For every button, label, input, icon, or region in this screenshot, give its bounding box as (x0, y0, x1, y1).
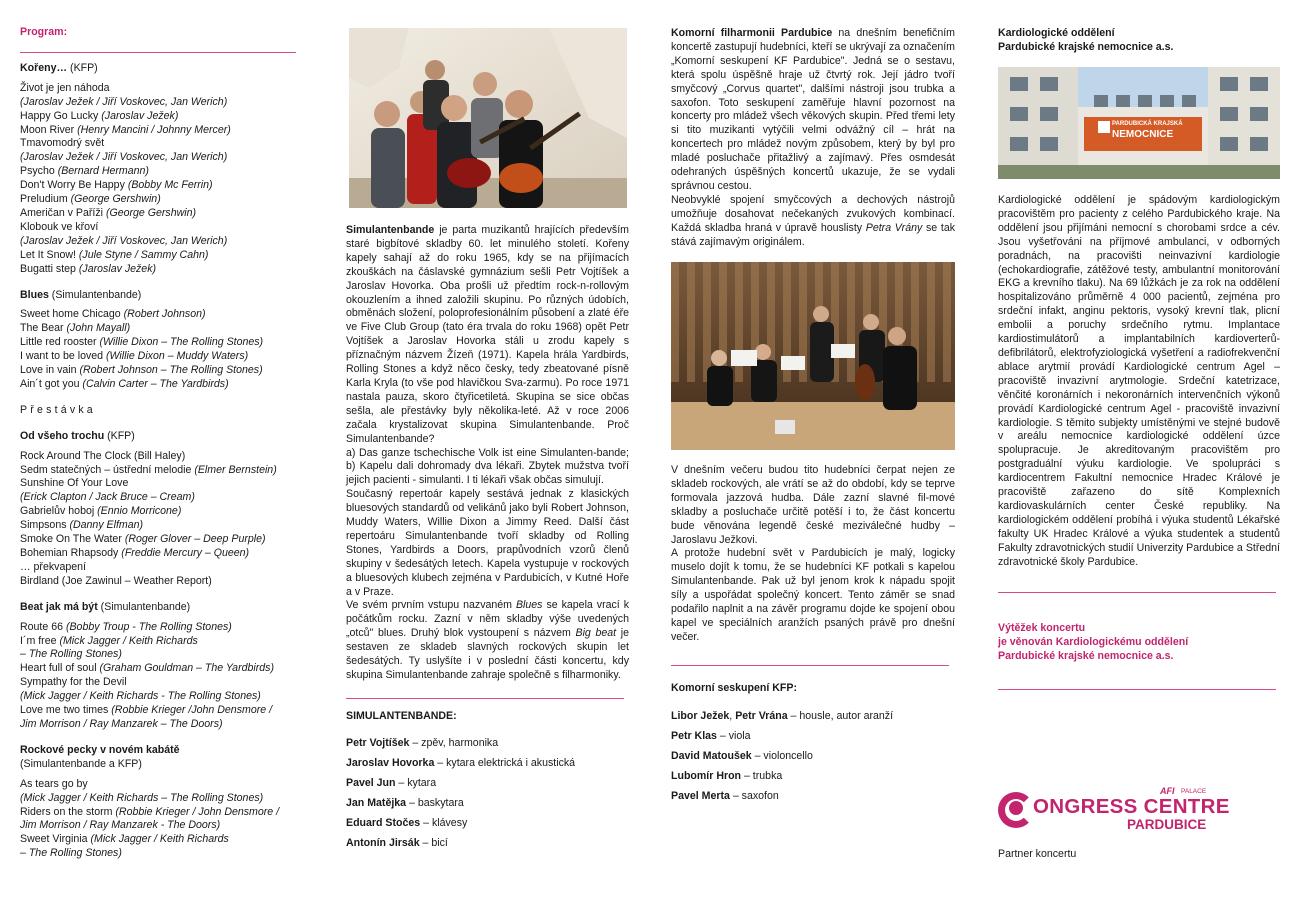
program-item-author: (Freddie Mercury – Queen) (121, 547, 250, 559)
partner-label: Partner koncertu (998, 848, 1077, 860)
text-run: Big beat (575, 627, 617, 640)
program-item-title: Love me two times (20, 704, 112, 717)
program-item-author: (Bernard Hermann) (57, 165, 149, 178)
text-run: se kapela vrací k počátkům rocku. Zazní v něm skladby výše uvedených „otců" blues. Druhý blok vystoupení s názvem (346, 599, 630, 640)
program-item (20, 193, 296, 207)
divider (346, 698, 624, 699)
member-role: – baskytara (406, 797, 464, 810)
member-role: – bicí (419, 837, 448, 850)
kfp-roster (671, 710, 955, 804)
divider (998, 689, 1276, 690)
roster-member (671, 790, 955, 804)
band-paragraphs (346, 224, 629, 683)
section-heading (20, 744, 296, 758)
program-item-title: Smoke On The Water (20, 533, 125, 546)
program-item-title: Sweet home Chicago (20, 308, 124, 321)
band-text (346, 224, 629, 857)
hospital-title (998, 27, 1280, 55)
program-item (20, 690, 296, 704)
program-item-author: – The Rolling Stones) (20, 847, 122, 860)
program-item (20, 704, 296, 718)
program-item (20, 350, 296, 364)
program-item-author: (Jaroslav Ježek / Jiří Voskovec, Jan Werich) (20, 234, 228, 247)
program-item (20, 110, 296, 124)
program-item (20, 561, 296, 575)
program-item-title: Birdland (Joe Zawinul – Weather Report) (20, 574, 212, 587)
program-item-author: (Erick Clapton / Jack Bruce – Cream) (20, 491, 195, 504)
program-item (20, 662, 296, 676)
program-item-title: Moon River (20, 123, 78, 136)
roster-member (671, 750, 955, 764)
program-item-author: Jim Morrison / Ray Manzarek - The Doors) (20, 819, 221, 832)
program-item (20, 819, 296, 833)
program-item (20, 450, 296, 464)
program-item-title: Život je jen náhoda (20, 81, 110, 94)
member-name: Eduard Stočes (346, 817, 421, 830)
band-paragraph (346, 447, 629, 489)
program-item (20, 575, 296, 589)
section-heading-title: Blues (20, 288, 49, 301)
program-sections (20, 62, 296, 861)
program-item (20, 308, 296, 322)
text-run: na dnešním benefičním koncertě zastupují hudebníci, kteří se ukrývají za označením „Komorní seskupení KF Pardubice". Jedná se o sestavu, která spolu úspěšně hraje už čtvrtý rok. Její jádro tvoří smyčcový „Corvus quartet", dalšími nástroji jsou trubka a saxofon. Toto seskupení zaměřuje hlavní pozornost na koncerty pro mládež všech věkových skupin. Před třemi lety si tito muzikanti vytýčili velmi odvážný cíl – hrát na koncertech pro mládež novým způsobem, který by byl pro mladé posluchače přitažlivý a zajímavý. Přes osmdesát odehraných úspěšných koncertů ukazuje, že se vydali správnou cestou. (671, 27, 955, 192)
program-column (20, 26, 296, 873)
proceeds-line-2: je věnován Kardiologickému oddělení (998, 635, 1189, 648)
program-item-title: Sweet Virginia (20, 833, 91, 846)
band-paragraph (346, 599, 629, 682)
member-name: Jan Matějka (346, 797, 407, 810)
program-item-author: (Jaroslav Ježek) (78, 262, 157, 275)
program-label: Program: (20, 26, 68, 38)
program-item-title: Rock Around The Clock (Bill Haley) (20, 449, 186, 462)
philharmonic-text-top (671, 27, 955, 250)
program-item-title: Gabrielův hoboj (20, 505, 98, 518)
program-item-title: Ain´t got you (20, 377, 83, 390)
program-item (20, 249, 296, 263)
section-heading-ensemble: (Simulantenbande) (97, 600, 191, 613)
section-heading (20, 62, 296, 76)
program-item (20, 778, 296, 792)
member-name: Jaroslav Hovorka (346, 756, 435, 769)
text-run: Neobvyklé spojení smyčcových a dechových nástrojů umožňuje dosahovat nečekaných zvukových kombinací. Každá skladba hraná v úpravě houslisty (671, 193, 955, 234)
roster-member (671, 730, 955, 744)
member-role: – zpěv, harmonika (409, 736, 499, 749)
divider (20, 52, 296, 53)
program-item-title: Route 66 (20, 620, 66, 633)
program-item-title: Don't Worry Be Happy (20, 179, 128, 192)
member-role: , (729, 709, 736, 722)
text-run: Ve svém prvním vstupu nazvaném (346, 599, 516, 612)
program-item-title: Bohemian Rhapsody (20, 547, 122, 559)
philharmonic-paragraph (671, 27, 955, 194)
program-item-author: (Bobby Mc Ferrin) (127, 179, 213, 192)
program-item (20, 833, 296, 847)
text-run: se tak stává zajímavým originálem. (671, 221, 956, 248)
program-item-author: (Mick Jagger / Keith Richards (59, 634, 198, 647)
program-item (20, 221, 296, 235)
band-roster-title: SIMULANTENBANDE: (346, 709, 457, 722)
program-item-author: (Robert Johnson) (123, 308, 206, 321)
program-item-author: (Willie Dixon – Muddy Waters) (105, 350, 249, 363)
member-role: – kytara elektrická i akustická (434, 756, 576, 769)
hospital-sign-top: PARDUBICKÁ KRAJSKÁ (1112, 121, 1183, 127)
divider (671, 665, 949, 666)
program-item-author: (Willie Dixon – The Rolling Stones) (99, 336, 264, 349)
program-item-author: (Henry Mancini / Johnny Mercer) (77, 123, 231, 136)
logo-palace: PALACE (1181, 788, 1207, 795)
program-item-author: (Robbie Krieger / John Densmore / (115, 805, 280, 818)
section-heading-title: Beat jak má být (20, 600, 98, 613)
member-role: – saxofon (729, 790, 779, 803)
divider (998, 592, 1276, 593)
program-item (20, 263, 296, 277)
member-role: – violoncello (751, 749, 813, 762)
member-role: – kytara (395, 777, 437, 789)
congress-centre-logo (998, 786, 1238, 838)
hospital-text: Kardiologické oddělení je spádovým kardiologickým pracovištěm pro pacienty z celého Pardubického kraje. Na oddělení jsou přijímáni nemocní s chorobami srdce a cév. Jsou vyšetřováni na příjmové ambulanci, v odborných poradnách, na pracovišti neinvazivní kardiologie (echokardiografie, zátěžové testy, ambulantní monitorování EKG a krevního tlaku). Na 69 lůžkách je za rok na oddělení hospitalizováno průměrně 4 000 pacientů, zejména pro srdeční infakt, anginu pektoris, vysoký krevní tlak, plicní embolii a poruchy srdečního rytmu. Implantace kardiostimulátorů a implantabilních kardioverterů-defibrilátorů, elektrofyziologická vyšetření a radiofrekvenční ablace arytmií provádí Kardiologické centrum Agel – pracoviště invazivní arytmologie. Srdeční katetrizace, věnčité koronárních i nekoronárních intervenčních výkonů provádí Kardiologické centrum Agel - pracoviště invazivní kardiologie. S těmito subjekty umístěnými ve stejné budově v areálu nemocnice kardiologické oddělení úzce spolupracuje. Je akreditovaným pracovištěm pro postgraduální výuku kardiologie. Ve spolupráci s kardiocentrem Fakultní nemocnice Hradec Králové je pracoviště zařazeno do sítě Komplexních kardiovaskulárních center České republiky. Na kardiologickém oddělení probíhá i výuka studentů Lékařské fakulty UK Hradec Králové a výuka studentek a studentů Fakulty zdravotnických studií Univerzity Pardubice a Střední zdravotnické školy Pardubice. (998, 194, 1280, 568)
program-section (20, 601, 296, 732)
program-item-title: The Bear (20, 322, 67, 335)
text-run: Současný repertoár kapely sestává jednak z klasických bluesových standardů od velikánů jako byli Robert Johnson, Muddy Waters, Willie Dixon a Jimmy Reed. Další část repertoáru Simulantenbande tvoří skladby od Rolling Stones, Yardbirds a Doors, prapůvodních vzorů členů skupiny v šedesátých letech. Kapela vystupuje v rockových a bluesových klubech zejména v Pardubicích, v Kutné Hoře a v Praze. (346, 488, 629, 598)
program-item (20, 648, 296, 662)
member-name: Antonín Jirsák (346, 837, 420, 850)
program-item (20, 207, 296, 221)
program-item-author: (Danny Elfman) (69, 519, 144, 532)
program-item (20, 82, 296, 96)
program-item (20, 547, 296, 561)
kfp-roster-title: Komorní seskupení KFP: (671, 681, 797, 694)
roster-member (346, 777, 629, 791)
program-item (20, 137, 296, 151)
logo-afi: AFI (1160, 786, 1175, 796)
roster-member (346, 817, 629, 831)
program-item (20, 676, 296, 690)
program-item-author: (Jule Styne / Sammy Cahn) (78, 248, 209, 261)
program-item-title: Simpsons (20, 519, 70, 532)
program-section (20, 430, 296, 589)
band-paragraph (346, 488, 629, 599)
band-roster (346, 737, 629, 851)
program-item-title: Tmavomodrý svět (20, 137, 105, 150)
program-item (20, 364, 296, 378)
program-item-title: Bugatti step (20, 262, 79, 275)
program-item-author: (Ennio Morricone) (97, 505, 182, 518)
program-item-title: Klobouk ve křoví (20, 220, 99, 233)
member-name: Petr Klas (671, 729, 717, 742)
program-section (20, 62, 296, 277)
section-heading-ensemble: (Simulantenbande) (48, 288, 142, 301)
program-section (20, 404, 296, 418)
section-heading-title: Od všeho trochu (20, 429, 105, 442)
section-heading-title: Kořeny… (20, 61, 68, 74)
section-heading (20, 289, 296, 303)
text-run: V dnešním večeru budou tito hudebníci čerpat nejen ze skladeb rockových, ale vrátí se až do období, kdy se teprve formovala jazzová hudba. Dále zazní slavné fil-mové skladby a posluchače určitě potěší i to, že část koncertu bude věnována legendě české meziválečné hudby – Jaroslavu Ježkovi. (671, 464, 955, 546)
hospital-title-line2: Pardubické krajské nemocnice a.s. (998, 40, 1174, 53)
program-item-author: (Elmer Bernstein) (194, 463, 277, 476)
program-item-author: (Robert Johnson – The Rolling Stones) (79, 364, 263, 377)
philharmonic-paragraphs-2 (671, 464, 955, 645)
program-item-title: Američan v Paříži (20, 206, 106, 219)
program-item-title: Happy Go Lucky (20, 109, 102, 122)
program-item-title: Sympathy for the Devil (20, 676, 127, 689)
roster-member (346, 837, 629, 851)
text-run: A protože hudební svět v Pardubicích je malý, logicky muselo dojít k tomu, že se hudebníci KF potkali s kapelou Simulantenbande. Pak už byl jenom krok k nápadu spojit síly a uspořádat společný koncert. Tento záměr se snad podařilo naplnit a na závěr programu dojde ke spojení obou kapel ve speciálních aranžích psaných právě pro dnešní večer. (671, 547, 955, 643)
member-name: Libor Ježek (671, 709, 730, 722)
roster-member (346, 737, 629, 751)
band-paragraph (346, 224, 629, 447)
philharmonic-paragraphs (671, 27, 955, 250)
program-item-title: Love in vain (20, 364, 80, 377)
text-run: je sestaven ze skladeb slavných rockových skupin let šedesátých. Ty uslyšíte i v poslední části koncertu, kdy skupina Simulantenbande zahraje společně s filharmoniky. (346, 627, 629, 681)
program-item-title: As tears go by (20, 777, 88, 790)
program-item (20, 533, 296, 547)
proceeds-note (998, 622, 1280, 664)
program-item-author: (Jaroslav Ježek / Jiří Voskovec, Jan Werich) (20, 95, 228, 108)
program-item-author: (Calvin Carter – The Yardbirds) (82, 377, 229, 390)
text-run: Simulantenbande (346, 224, 435, 236)
section-heading-ensemble: (KFP) (104, 429, 135, 442)
text-run: Petra Vrány (865, 221, 923, 234)
text-run: Komorní filharmonii Pardubice (671, 27, 833, 39)
program-section (20, 744, 296, 861)
logo-dot-icon (1009, 801, 1023, 815)
member-role: – trubka (741, 769, 783, 782)
philharmonic-text-bottom (671, 464, 955, 810)
logo-sub-text: PARDUBICE (1127, 817, 1207, 832)
program-item-author: (Jaroslav Ježek) (101, 109, 179, 122)
program-item (20, 322, 296, 336)
program-item (20, 847, 296, 861)
program-item-author: Jim Morrison / Ray Manzarek – The Doors) (20, 717, 223, 730)
program-item (20, 519, 296, 533)
program-item-title: Little red rooster (20, 336, 100, 349)
program-item-title: Psycho (20, 165, 58, 178)
section-heading (20, 430, 296, 444)
member-name: Pavel Merta (671, 790, 730, 803)
program-item (20, 96, 296, 110)
program-item (20, 635, 296, 649)
philharmonic-paragraph (671, 547, 955, 644)
program-item (20, 505, 296, 519)
roster-member (346, 797, 629, 811)
program-item-author: (Graham Gouldman – The Yardbirds) (99, 662, 274, 675)
member-name: David Matoušek (671, 749, 752, 762)
program-item (20, 165, 296, 179)
program-item (20, 477, 296, 491)
program-item (20, 151, 296, 165)
program-item-author: (John Mayall) (66, 322, 131, 335)
text-run: Blues (515, 599, 543, 612)
hospital-title-line1: Kardiologické oddělení (998, 27, 1115, 39)
program-item (20, 378, 296, 392)
program-item-title: Preludium (20, 193, 71, 206)
logo-main-text: ONGRESS CENTRE (1033, 795, 1230, 818)
program-item (20, 124, 296, 138)
intermission-label: Přestávka (20, 403, 96, 416)
program-item (20, 621, 296, 635)
program-item (20, 491, 296, 505)
member-name: Lubomír Hron (671, 769, 742, 782)
program-item-author: (Robbie Krieger /John Densmore / (111, 704, 273, 717)
program-item (20, 336, 296, 350)
program-item-author: (Mick Jagger / Keith Richards – The Rolling Stones) (20, 791, 264, 804)
band-photo (349, 28, 627, 208)
program-item-title: … překvapení (20, 560, 86, 573)
program-item-title: I´m free (20, 634, 60, 647)
hospital-photo (998, 67, 1280, 179)
program-item-title: Let It Snow! (20, 248, 79, 261)
program-item-author: (Jaroslav Ježek / Jiří Voskovec, Jan Werich) (20, 151, 228, 164)
program-item-author: (George Gershwin) (105, 206, 197, 219)
program-item-author: (Mick Jagger / Keith Richards (90, 833, 229, 846)
philharmonic-paragraph (671, 464, 955, 547)
hospital-sign-main: NEMOCNICE (1112, 129, 1174, 140)
program-item-title: Sedm statečných – ústřední melodie (20, 463, 195, 476)
section-heading-title: Rockové pecky v novém kabátě (20, 743, 180, 756)
text-run: je parta muzikantů hrajících především staré bigbítové skladby 60. let minulého století. Kořeny kapely sahají až do roku 1965, kdy se na přijímacích zkouškách na čáslavské gymnázium sešli Petr Vojtíšek a Jaroslav Hovorka. Oba prošli už předtím rock-n-rollovým okouzlením a ihned založili skupinu. Po různých údobích, obměnách složení, poloprofesionálním působení a zlaté éře ve Five Club Group (tato éra trvala do roku 1968) opět Petr Vojtíšek a Jaroslav Hovorka stáli u zrodu kapely s příznačným názvem Žízeň (1971). Kapela hrála Yardbirds, Rolling Stones a když něco česky, tedy zbeatované písně Karla Kryla (to vše pod hlavičkou Sva-zarmu). Po roce 1971 nastala pauza, skoro čtyřicetiletá. Skupina se sice občas sešla, ale přestávky byly několika-leté. Až v roce 2006 začala krystalizovat skupina Simulantenbande. Proč Simulantenbande? (346, 224, 629, 445)
text-run: a) Das ganze tschechische Volk ist eine Simulanten-bande; b) Kapelu dali dohromady dva lékaři. Zbytek mužstva tvoří jejich pacienti - simulanti. I ti lékaři však občas simulují. (346, 446, 629, 487)
member-name: Petr Vrána (735, 709, 788, 722)
program-item-author: (Mick Jagger / Keith Richards - The Rolling Stones) (20, 690, 261, 703)
program-item-author: – The Rolling Stones) (20, 648, 122, 661)
program-item (20, 792, 296, 806)
roster-member (346, 757, 629, 771)
program-item (20, 464, 296, 478)
program-item (20, 179, 296, 193)
program-section (20, 289, 296, 392)
member-name: Petr Vojtíšek (346, 736, 410, 749)
roster-member (671, 770, 955, 784)
program-item-title: Riders on the storm (20, 805, 116, 818)
section-heading (20, 601, 296, 615)
program-item (20, 718, 296, 732)
proceeds-line-1: Výtěžek koncertu (998, 622, 1086, 634)
member-name: Pavel Jun (346, 777, 396, 789)
program-item-author: (Bobby Troup - The Rolling Stones) (65, 620, 232, 633)
philharmonic-paragraph (671, 194, 955, 250)
program-item-title: Heart full of soul (20, 662, 100, 675)
member-role: – klávesy (420, 817, 468, 830)
program-item-title: I want to be loved (20, 350, 106, 363)
section-heading-ensemble: (Simulantenbande a KFP) (20, 757, 142, 770)
program-item (20, 235, 296, 249)
member-role: – housle, autor aranží (787, 709, 894, 722)
section-heading-ensemble: (KFP) (67, 61, 98, 74)
program-item-author: (George Gershwin) (70, 193, 161, 206)
program-item-author: (Roger Glover – Deep Purple) (124, 533, 266, 546)
program-item (20, 806, 296, 820)
program-item-title: Sunshine Of Your Love (20, 477, 129, 490)
roster-member (671, 710, 955, 724)
proceeds-line-3: Pardubické krajské nemocnice a.s. (998, 649, 1174, 662)
ensemble-photo (671, 262, 955, 450)
member-role: – viola (716, 729, 751, 742)
